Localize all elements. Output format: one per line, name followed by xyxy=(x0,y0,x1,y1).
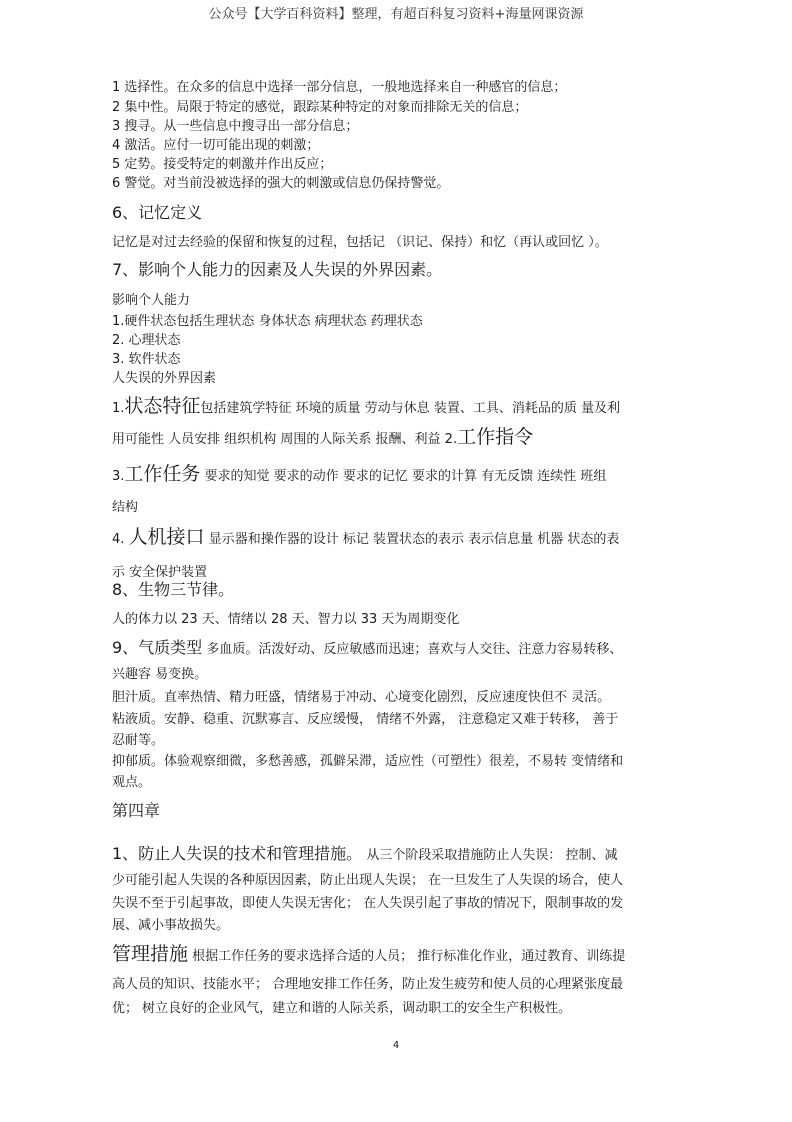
text-line xyxy=(112,942,625,969)
list-item: 4 激活。应付一切可能出现的刺激； xyxy=(112,138,320,153)
text-line: 从三个阶段采取措施防止人失误： 控制、减 xyxy=(362,848,618,863)
factor-line xyxy=(112,462,606,489)
text-line xyxy=(112,844,617,867)
section-heading: 7、影响个人能力的因素及人失误的外界因素。 xyxy=(112,260,443,279)
factor-line xyxy=(112,525,619,552)
factor-line xyxy=(112,425,533,452)
text-line: 粘液质。安静、稳重、沉默寡言、反应缓慢， 情绪不外露， 注意稳定又难于转移， 善于 xyxy=(112,712,619,727)
section-heading: 9、气质类型 xyxy=(112,638,203,657)
factor-title: 状态特征 xyxy=(124,395,201,417)
section-heading: 6、记忆定义 xyxy=(112,203,203,222)
page-header: 公众号【大学百科资料】整理，有超百科复习资料+海量网课资源 xyxy=(208,7,584,22)
factor-text: 包括建筑学特征 环境的质量 劳动与休息 装置、工具、消耗品的质 量及利 xyxy=(200,401,620,416)
factor-number: 2. xyxy=(444,432,458,447)
text-line: 2. 心理状态 xyxy=(112,333,181,348)
text-line: 失误不至于引起事故，即使人失误无害化； 在人失误引起了事故的情况下，限制事故的发 xyxy=(112,896,624,911)
factor-title: 人机接口 xyxy=(128,526,205,548)
factor-number: 1. xyxy=(112,401,125,416)
factor-text: 用可能性 人员安排 组织机构 周围的人际关系 报酬、利益 xyxy=(112,432,445,447)
text-line: 展、减小事故损失。 xyxy=(112,918,230,933)
list-item: 1 选择性。在众多的信息中选择一部分信息，一般地选择来自一种感官的信息； xyxy=(112,80,567,95)
text-line: 胆汁质。直率热情、精力旺盛，情绪易于冲动、心境变化剧烈，反应速度快但不 灵活。 xyxy=(112,690,611,705)
text-line: 根据工作任务的要求选择合适的人员； 推行标准化作业，通过教育、训练提 xyxy=(188,949,626,964)
text-line: 抑郁质。体验观察细微，多愁善感，孤僻呆滞，适应性（可塑性）很差，不易转 变情绪和 xyxy=(112,754,624,769)
list-item: 5 定势。接受特定的刺激并作出反应； xyxy=(112,157,333,172)
list-item: 6 警觉。对当前没被选择的强大的刺激或信息仍保持警觉。 xyxy=(112,176,450,191)
chapter-title: 第四章 xyxy=(112,801,161,820)
factor-text: 显示器和操作器的设计 标记 装置状态的表示 表示信息量 机器 状态的表 xyxy=(204,532,620,547)
text-line: 忍耐等。 xyxy=(112,733,165,748)
section-heading: 管理措施 xyxy=(112,943,189,965)
text-line: 多血质。活泼好动、反应敏感而迅速；喜欢与人交往、注意力容易转移、 xyxy=(202,642,623,657)
text-line xyxy=(112,638,622,661)
text-line: 兴趣容 易变换。 xyxy=(112,667,208,682)
factor-title: 工作指令 xyxy=(457,426,534,448)
factor-line xyxy=(112,394,620,421)
page-number: 4 xyxy=(392,1040,400,1051)
text-line: 1.硬件状态包括生理状态 身体状态 病理状态 药理状态 xyxy=(112,314,423,329)
section-heading: 1、防止人失误的技术和管理措施。 xyxy=(112,844,363,863)
section-heading: 8、生物三节律。 xyxy=(112,580,235,599)
text-line: 3. 软件状态 xyxy=(112,352,181,367)
paragraph: 人的体力以 23 天、情绪以 28 天、智力以 33 天为周期变化 xyxy=(112,612,460,627)
text-line: 结构 xyxy=(112,500,139,515)
text-line: 影响个人能力 xyxy=(112,293,191,308)
text-line: 人失误的外界因素 xyxy=(112,371,217,386)
factor-number: 3. xyxy=(112,469,125,484)
text-line: 优； 树立良好的企业风气，建立和谐的人际关系，调动职工的安全生产积极性。 xyxy=(112,1001,572,1016)
factor-text: 要求的知觉 要求的动作 要求的记忆 要求的计算 有无反馈 连续性 班组 xyxy=(200,469,607,484)
paragraph: 记忆是对过去经验的保留和恢复的过程，包括记 （识记、保持）和忆（再认或回忆 ）。 xyxy=(112,235,608,250)
list-item: 2 集中性。局限于特定的感觉，跟踪某种特定的对象而排除无关的信息； xyxy=(112,100,528,115)
factor-number: 4. xyxy=(112,532,129,547)
text-line: 示 安全保护装置 xyxy=(112,565,208,580)
list-item: 3 搜寻。从一些信息中搜寻出一部分信息； xyxy=(112,119,359,134)
factor-title: 工作任务 xyxy=(124,463,201,485)
text-line: 观点。 xyxy=(112,775,152,790)
text-line: 少可能引起人失误的各种原因因素，防止出现人失误； 在一旦发生了人失误的场合，使人 xyxy=(112,873,624,888)
text-line: 高人员的知识、技能水平； 合理地安排工作任务，防止发生疲劳和使人员的心理紧张度最 xyxy=(112,977,624,992)
